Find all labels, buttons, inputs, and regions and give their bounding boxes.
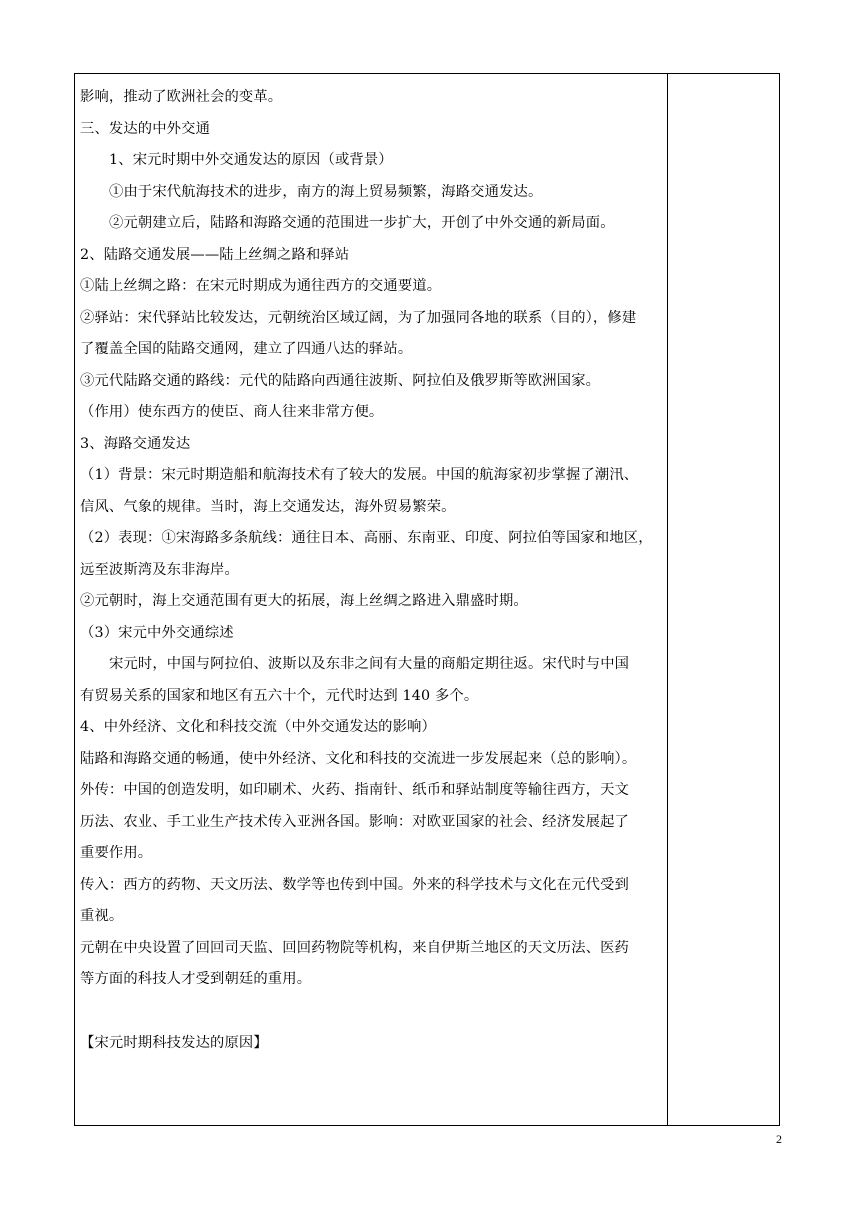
text-line: 影响，推动了欧洲社会的变革。	[80, 89, 283, 105]
text-line: 了覆盖全国的陆路交通网，建立了四通八达的驿站。	[80, 341, 413, 357]
text-line: ①由于宋代航海技术的进步，南方的海上贸易频繁，海路交通发达。	[109, 183, 543, 200]
text-line: （作用）使东西方的使臣、商人往来非常方便。	[80, 404, 384, 420]
text-line: 历法、农业、手工业生产技术传入亚洲各国。影响：对欧亚国家的社会、经济发展起了	[80, 813, 629, 830]
bracket-heading: 【宋元时期科技发达的原因】	[80, 1034, 268, 1051]
text-line: 重要作用。	[80, 845, 153, 861]
main-content-cell	[80, 82, 662, 1059]
text-line: ①陆上丝绸之路：在宋元时期成为通往西方的交通要道。	[80, 278, 442, 294]
subheading: 1、宋元时期中外交通发达的原因（或背景）	[109, 152, 393, 168]
text-line: 远至波斯湾及东非海岸。	[80, 561, 239, 578]
text-line: ②元朝时，海上交通范围有更大的拓展，海上丝绸之路进入鼎盛时期。	[80, 593, 528, 609]
text-line: ③元代陆路交通的路线：元代的陆路向西通往波斯、阿拉伯及俄罗斯等欧洲国家。	[80, 372, 601, 389]
blank-line	[80, 996, 662, 1028]
subheading: 2、陆路交通发展——陆上丝绸之路和驿站	[80, 246, 350, 263]
text-line: ②元朝建立后，陆路和海路交通的范围进一步扩大，开创了中外交通的新局面。	[109, 215, 615, 231]
column-divider	[667, 73, 668, 1126]
subheading: 3、海路交通发达	[80, 435, 191, 452]
text-line: 等方面的科技人才受到朝廷的重用。	[80, 971, 312, 987]
text-line: 传入：西方的药物、天文历法、数学等也传到中国。外来的科学技术与文化在元代受到	[80, 876, 629, 893]
text-line: （2）表现：①宋海路多条航线：通往日本、高丽、东南亚、印度、阿拉伯等国家和地区，	[80, 530, 653, 546]
subheading: 4、中外经济、文化和科技交流（中外交通发达的影响）	[80, 719, 436, 735]
text-line: 元朝在中央设置了回回司天监、回回药物院等机构，来自伊斯兰地区的天文历法、医药	[80, 939, 629, 956]
text-line: （1）背景：宋元时期造船和航海技术有了较大的发展。中国的航海家初步掌握了潮汛、	[80, 467, 639, 483]
section-heading: 三、发达的中外交通	[80, 120, 211, 137]
text-line: 外传：中国的创造发明，如印刷术、火药、指南针、纸币和驿站制度等输往西方，天文	[80, 782, 629, 798]
text-line: 信风、气象的规律。当时，海上交通发达，海外贸易繁荣。	[80, 498, 456, 515]
text-line: 宋元时，中国与阿拉伯、波斯以及东非之间有大量的商船定期往返。宋代时与中国	[109, 656, 630, 672]
text-line: 有贸易关系的国家和地区有五六十个，元代时达到 140 多个。	[80, 687, 479, 704]
text-line: 重视。	[80, 908, 124, 924]
subheading: （3）宋元中外交通综述	[80, 624, 234, 641]
text-line: ②驿站：宋代驿站比较发达，元朝统治区域辽阔，为了加强同各地的联系（目的），修建	[80, 309, 637, 326]
page-number: 2	[776, 1132, 782, 1146]
text-line: 陆路和海路交通的畅通，使中外经济、文化和科技的交流进一步发展起来（总的影响）。	[80, 750, 637, 767]
